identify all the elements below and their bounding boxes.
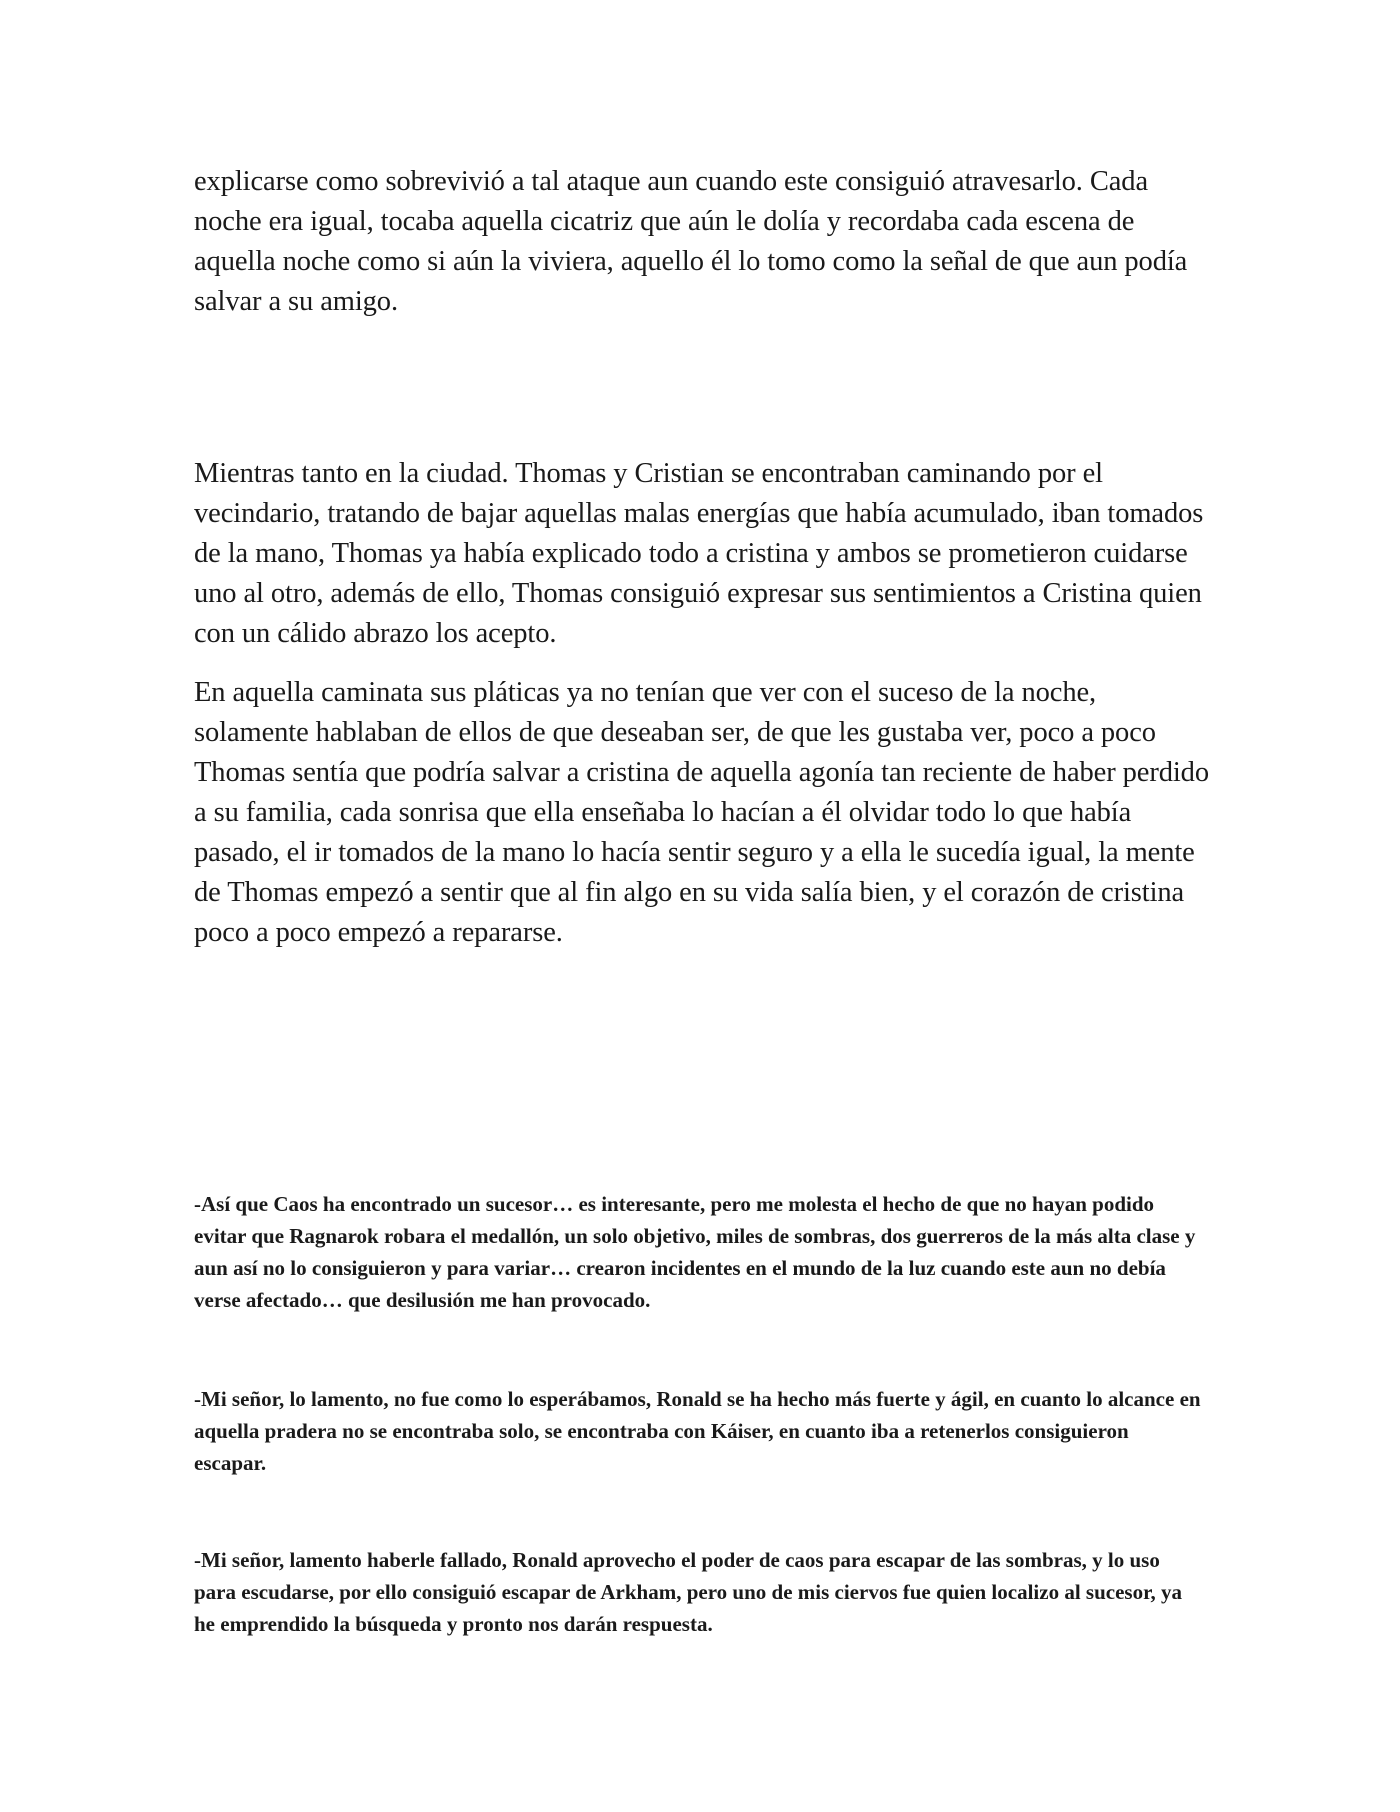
dialogue-line-apology-ronald: -Mi señor, lo lamento, no fue como lo esperábamos, Ronald se ha hecho más fuerte y ágil, en cuanto lo alcance en aquella pradera no se encontraba solo, se encontraba con Káiser, en cuanto iba a retenerlos consiguieron escapar. [194,1387,1201,1475]
paragraph-scar-memory: explicarse como sobrevivió a tal ataque aun cuando este consiguió atravesarlo. Cada noche era igual, tocaba aquella cicatriz que aún le dolía y recordaba cada escena de aquella noche como si aún la viviera, aquello él lo tomo como la señal de que aun podía salvar a su amigo. [194,166,1188,317]
paragraph-city-walk: Mientras tanto en la ciudad. Thomas y Cristian se encontraban caminando por el vecindario, tratando de bajar aquellas malas energías que había acumulado, iban tomados de la mano, Thomas ya había explicado todo a cristina y ambos se prometieron cuidarse uno al otro, además de ello, Thomas consiguió expresar sus sentimientos a Cristina quien con un cálido abrazo los acepto. [194,458,1204,649]
dialogue-line-successor: -Así que Caos ha encontrado un sucesor… es interesante, pero me molesta el hecho de que no hayan podido evitar que Ragnarok robara el medallón, un solo objetivo, miles de sombras, dos guerreros de la más alta clase y aun así no lo consiguieron y para variar… crearon incidentes en el mundo de la luz cuando este aun no debía verse afectado… que desilusión me han provocado. [194,1192,1196,1312]
dialogue-line-apology-arkham: -Mi señor, lamento haberle fallado, Ronald aprovecho el poder de caos para escapar de las sombras, y lo uso para escudarse, por ello consiguió escapar de Arkham, pero uno de mis ciervos fue quien localizo al sucesor, ya he emprendido la búsqueda y pronto nos darán respuesta. [194,1548,1182,1636]
paragraph-conversation: En aquella caminata sus pláticas ya no tenían que ver con el suceso de la noche, solamente hablaban de ellos de que deseaban ser, de que les gustaba ver, poco a poco Thomas sentía que podría salvar a cristina de aquella agonía tan reciente de haber perdido a su familia, cada sonrisa que ella enseñaba lo hacían a él olvidar todo lo que había pasado, el ir tomados de la mano lo hacía sentir seguro y a ella le sucedía igual, la mente de Thomas empezó a sentir que al fin algo en su vida salía bien, y el corazón de cristina poco a poco empezó a repararse. [194,677,1209,948]
